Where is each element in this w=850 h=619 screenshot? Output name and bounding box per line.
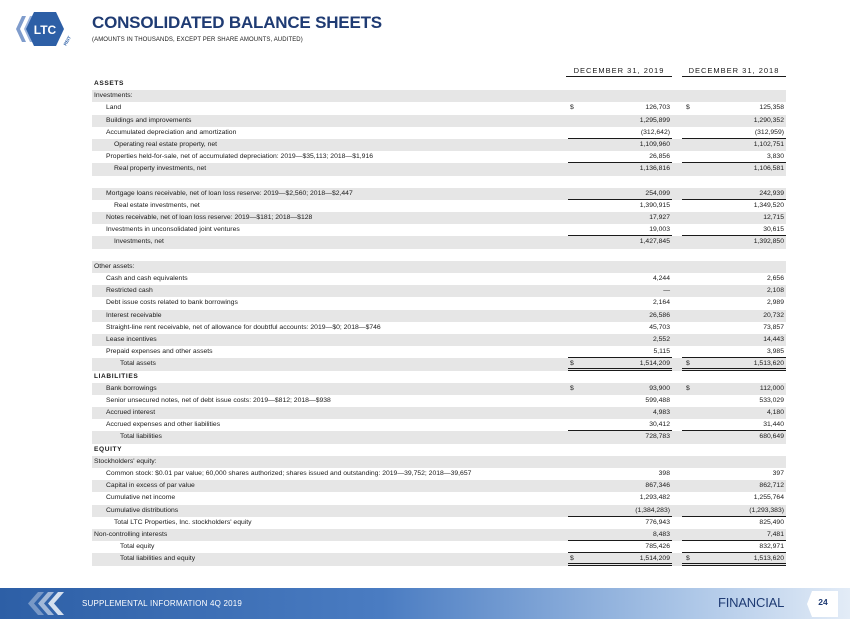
row-label: Total LTC Properties, Inc. stockholders' equity: [114, 518, 252, 526]
row-label: Total liabilities and equity: [120, 555, 196, 563]
row-label: Senior unsecured notes, net of debt issue costs: 2019—$812; 2018—$938: [106, 396, 331, 404]
table-row: [92, 553, 786, 565]
currency-symbol: $: [570, 360, 574, 368]
table-row: [92, 139, 786, 151]
row-label: Total assets: [120, 360, 156, 368]
table-row: [92, 468, 786, 480]
table-row: [92, 456, 786, 468]
row-label: Cash and cash equivalents: [106, 275, 188, 282]
column-header-2019: DECEMBER 31, 2019: [566, 66, 672, 77]
value-2019: 30,412: [649, 421, 670, 429]
table-body: [92, 78, 786, 566]
value-2018: 3,985: [766, 348, 784, 356]
value-2018: 832,971: [759, 543, 784, 551]
page-title: CONSOLIDATED BALANCE SHEETS: [92, 13, 382, 32]
row-label: Real property investments, net: [114, 165, 207, 173]
row-label: Mortgage loans receivable, net of loan loss reserve: 2019—$2,560; 2018—$2,447: [106, 189, 353, 197]
balance-sheet-table: [92, 66, 786, 566]
row-label: Investments in unconsolidated joint ventures: [106, 226, 240, 234]
value-2018: 7,481: [766, 530, 784, 538]
value-2018: 1,349,520: [753, 201, 784, 209]
table-row: [92, 310, 786, 322]
value-2018: 20,732: [763, 311, 784, 319]
column-header-2018: DECEMBER 31, 2018: [682, 66, 786, 77]
row-label: Prepaid expenses and other assets: [106, 348, 213, 356]
table-row: [92, 163, 786, 175]
row-label: Investments:: [94, 92, 133, 100]
value-2019: 45,703: [649, 323, 670, 331]
value-2018: 242,939: [759, 189, 784, 197]
table-row: [92, 212, 786, 224]
value-2019: 2,164: [652, 299, 670, 307]
row-label: Accrued expenses and other liabilities: [106, 421, 221, 429]
value-2019: 1,109,960: [639, 140, 670, 148]
value-2018: 533,029: [759, 396, 784, 404]
value-2019: 254,099: [645, 189, 670, 197]
value-2018: 1,290,352: [753, 116, 784, 124]
table-row: [92, 517, 786, 529]
value-2019: 26,856: [649, 153, 670, 161]
section-header-row: [92, 78, 786, 90]
row-label: Capital in excess of par value: [106, 482, 195, 490]
value-2018: 4,180: [766, 409, 784, 417]
value-2019: 4,244: [652, 275, 670, 282]
table-row: [92, 505, 786, 517]
double-underline-rule: [568, 563, 672, 566]
row-label: Investments, net: [114, 238, 164, 246]
table-row: [92, 334, 786, 346]
footer-bar: [0, 588, 850, 619]
table-row: [92, 200, 786, 212]
value-2018: 1,102,751: [753, 140, 784, 148]
table-row: [92, 249, 786, 261]
table-row: [92, 383, 786, 395]
table-row: [92, 407, 786, 419]
table-row: [92, 285, 786, 297]
value-2019: (312,642): [640, 128, 670, 136]
row-label: Land: [106, 104, 122, 112]
value-2018: 1,106,581: [753, 165, 784, 173]
currency-symbol: $: [570, 384, 574, 392]
row-label: Common stock: $0.01 par value; 60,000 shares authorized; shares issued and outstanding: 2019—39,752; 2018—39,657: [106, 470, 472, 477]
value-2019: 599,488: [645, 396, 670, 404]
row-label: Bank borrowings: [106, 384, 157, 392]
table-row: [92, 115, 786, 127]
value-2019: 1,390,915: [639, 201, 670, 209]
row-label: Accumulated depreciation and amortization: [106, 128, 237, 136]
value-2019: 1,514,209: [639, 555, 670, 563]
table-row: [92, 529, 786, 541]
double-underline-rule: [682, 563, 786, 566]
row-label: Other assets:: [94, 262, 135, 270]
value-2019: 867,346: [645, 482, 670, 490]
value-2018: (1,293,383): [749, 506, 784, 514]
value-2019: 785,426: [645, 543, 670, 551]
currency-symbol: $: [686, 104, 690, 112]
value-2018: 1,513,620: [753, 555, 784, 563]
column-headers: [92, 66, 786, 78]
page-number: 24: [818, 597, 828, 607]
row-label: Accrued interest: [106, 409, 156, 417]
value-2018: 125,358: [759, 104, 784, 112]
footer-label: SUPPLEMENTAL INFORMATION 4Q 2019: [82, 599, 243, 608]
value-2019: 26,586: [649, 311, 670, 319]
footer-section-name: FINANCIAL: [718, 595, 785, 610]
table-row: [92, 541, 786, 553]
row-label: Total equity: [120, 543, 155, 551]
row-label: Cumulative distributions: [106, 506, 179, 514]
value-2019: 1,295,899: [639, 116, 670, 124]
value-2018: 2,989: [766, 299, 784, 307]
table-row: [92, 90, 786, 102]
currency-symbol: $: [686, 555, 690, 563]
value-2019: (1,384,283): [635, 506, 670, 514]
row-label: Buildings and improvements: [106, 116, 192, 124]
value-2018: 825,490: [759, 518, 784, 526]
value-2018: 112,000: [759, 384, 784, 392]
value-2018: 1,513,620: [753, 360, 784, 368]
table-row: [92, 346, 786, 358]
value-2018: 30,615: [763, 226, 784, 234]
section-label: EQUITY: [94, 445, 123, 453]
table-row: [92, 176, 786, 188]
value-2018: 3,830: [766, 153, 784, 161]
value-2018: 31,440: [763, 421, 784, 429]
logo-text: LTC: [33, 23, 57, 37]
row-label: Non-controlling interests: [94, 530, 168, 538]
logo-subtext: REIT: [62, 35, 72, 47]
row-label: Debt issue costs related to bank borrowings: [106, 299, 238, 307]
value-2019: 728,783: [645, 433, 670, 441]
currency-symbol: $: [686, 360, 690, 368]
value-2019: 5,115: [653, 348, 670, 356]
value-2018: 1,255,764: [753, 494, 784, 502]
value-2018: 2,656: [766, 275, 784, 282]
table-row: [92, 395, 786, 407]
chevron-arrows-icon: [8, 590, 68, 617]
section-header-row: [92, 444, 786, 456]
value-2019: 1,136,816: [639, 165, 670, 173]
row-label: Interest receivable: [106, 311, 162, 319]
table-row: [92, 273, 786, 285]
value-2018: 680,649: [759, 433, 784, 441]
value-2019: 126,703: [645, 104, 670, 112]
row-label: Stockholders' equity:: [94, 457, 157, 465]
page-subtitle: (AMOUNTS IN THOUSANDS, EXCEPT PER SHARE AMOUNTS, AUDITED): [92, 37, 303, 43]
row-label: Lease incentives: [106, 335, 157, 343]
table-row: [92, 322, 786, 334]
row-label: Operating real estate property, net: [114, 140, 218, 148]
value-2018: 2,108: [766, 287, 784, 295]
table-row: [92, 431, 786, 443]
table-row: [92, 261, 786, 273]
row-label: Notes receivable, net of loan loss reserve: 2019—$181; 2018—$128: [106, 214, 313, 222]
value-2018: 14,443: [763, 335, 784, 343]
row-label: Properties held-for-sale, net of accumulated depreciation: 2019—$35,113; 2018—$1,916: [106, 153, 374, 161]
value-2019: 93,900: [649, 384, 670, 392]
section-header-row: [92, 371, 786, 383]
value-2019: 1,514,209: [639, 360, 670, 368]
table-row: [92, 127, 786, 139]
table-row: [92, 151, 786, 163]
row-label: Cumulative net income: [106, 494, 176, 502]
value-2018: 12,715: [763, 214, 784, 222]
value-2019: 2,552: [652, 335, 670, 343]
value-2019: 4,983: [652, 409, 670, 417]
section-label: ASSETS: [94, 80, 124, 87]
value-2019: 398: [658, 470, 670, 477]
table-row: [92, 224, 786, 236]
section-label: LIABILITIES: [94, 372, 139, 380]
ltc-reit-logo: [12, 6, 74, 52]
table-row: [92, 358, 786, 370]
table-row: [92, 492, 786, 504]
table-row: [92, 297, 786, 309]
value-2019: 8,483: [652, 530, 670, 538]
value-2018: 1,392,850: [753, 238, 784, 246]
currency-symbol: $: [686, 384, 690, 392]
value-2019: 1,427,845: [639, 238, 670, 246]
value-2019: —: [663, 287, 670, 295]
table-row: [92, 188, 786, 200]
table-row: [92, 419, 786, 431]
value-2018: 73,857: [763, 323, 784, 331]
value-2018: (312,959): [754, 128, 784, 136]
value-2019: 19,003: [649, 226, 670, 234]
table-row: [92, 236, 786, 248]
value-2019: 1,293,482: [639, 494, 670, 502]
value-2018: 397: [772, 470, 784, 477]
row-label: Straight-line rent receivable, net of allowance for doubtful accounts: 2019—$0; 2018—$746: [106, 323, 381, 331]
currency-symbol: $: [570, 555, 574, 563]
table-row: [92, 480, 786, 492]
row-label: Total liabilities: [120, 433, 162, 441]
table-row: [92, 102, 786, 114]
row-label: Real estate investments, net: [114, 201, 200, 209]
currency-symbol: $: [570, 104, 574, 112]
row-label: Restricted cash: [106, 287, 153, 295]
value-2018: 862,712: [759, 482, 784, 490]
value-2019: 776,943: [645, 518, 670, 526]
value-2019: 17,927: [649, 214, 670, 222]
